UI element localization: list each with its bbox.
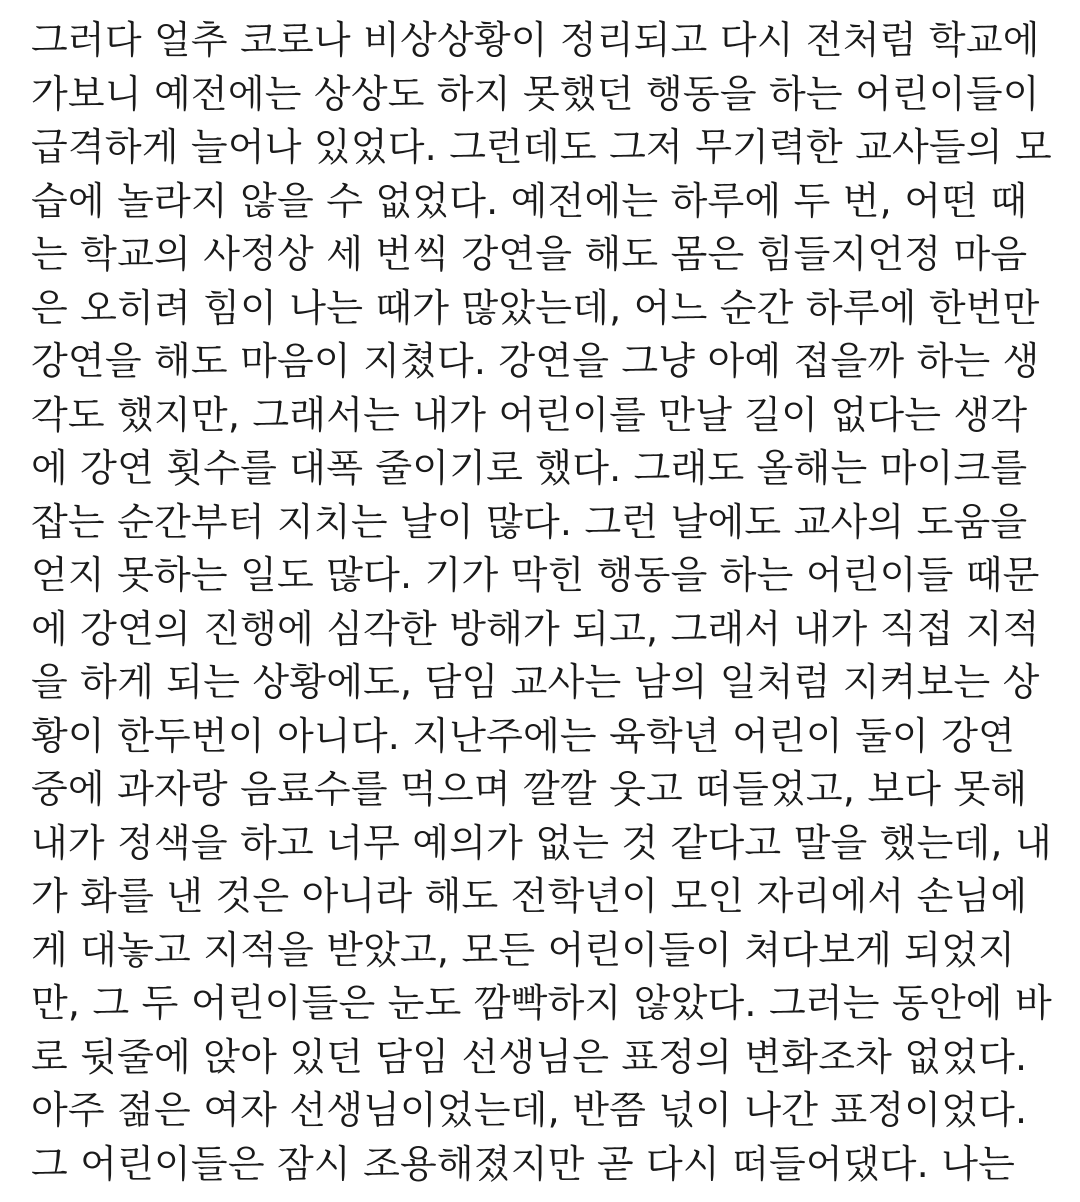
- text-line: 급격하게 늘어나 있었다. 그런데도 그저 무기력한 교사들의 모: [31, 125, 1052, 169]
- text-line: 에 강연 횟수를 대폭 줄이기로 했다. 그래도 올해는 마이크를: [31, 446, 1028, 490]
- body-text: [31, 14, 1071, 1191]
- text-line: 각도 했지만, 그래서는 내가 어린이를 만날 길이 없다는 생각: [31, 392, 1028, 437]
- text-line: 그러다 얼추 코로나 비상상황이 정리되고 다시 전처럼 학교에: [31, 18, 1040, 62]
- text-line: 그 어린이들은 잠시 조용해졌지만 곧 다시 떠들어댔다. 나는: [31, 1141, 1016, 1186]
- text-line: 중에 과자랑 음료수를 먹으며 깔깔 웃고 떠들었고, 보다 못해: [31, 767, 1028, 811]
- text-line: 을 하게 되는 상황에도, 담임 교사는 남의 일처럼 지켜보는 상: [31, 660, 1040, 704]
- text-line: 는 학교의 사정상 세 번씩 강연을 해도 몸은 힘들지언정 마음: [31, 232, 1028, 276]
- text-line: 잡는 순간부터 지치는 날이 많다. 그런 날에도 교사의 도움을: [31, 499, 1028, 544]
- text-line: 가보니 예전에는 상상도 하지 못했던 행동을 하는 어린이들이: [31, 71, 1040, 116]
- text-line: 게 대놓고 지적을 받았고, 모든 어린이들이 쳐다보게 되었지: [31, 927, 1016, 972]
- text-line: 만, 그 두 어린이들은 눈도 깜빡하지 않았다. 그러는 동안에 바: [31, 981, 1052, 1025]
- text-line: 내가 정색을 하고 너무 예의가 없는 것 같다고 말을 했는데, 내: [31, 820, 1052, 865]
- text-line: 에 강연의 진행에 심각한 방해가 되고, 그래서 내가 직접 지적: [31, 606, 1040, 651]
- text-line: 강연을 해도 마음이 지쳤다. 강연을 그냥 아예 접을까 하는 생: [31, 339, 1040, 383]
- text-line: 습에 놀라지 않을 수 없었다. 예전에는 하루에 두 번, 어떤 때: [31, 178, 1028, 223]
- text-line: 로 뒷줄에 앉아 있던 담임 선생님은 표정의 변화조차 없었다.: [31, 1034, 1028, 1079]
- text-line: 황이 한두번이 아니다. 지난주에는 육학년 어린이 둘이 강연: [31, 713, 1016, 758]
- text-line: 아주 젊은 여자 선생님이었는데, 반쯤 넋이 나간 표정이었다.: [31, 1088, 1028, 1132]
- text-line: 은 오히려 힘이 나는 때가 많았는데, 어느 순간 하루에 한번만: [31, 285, 1040, 330]
- text-line: 가 화를 낸 것은 아니라 해도 전학년이 모인 자리에서 손님에: [31, 874, 1028, 918]
- text-line: 얻지 못하는 일도 많다. 기가 막힌 행동을 하는 어린이들 때문: [31, 553, 1040, 597]
